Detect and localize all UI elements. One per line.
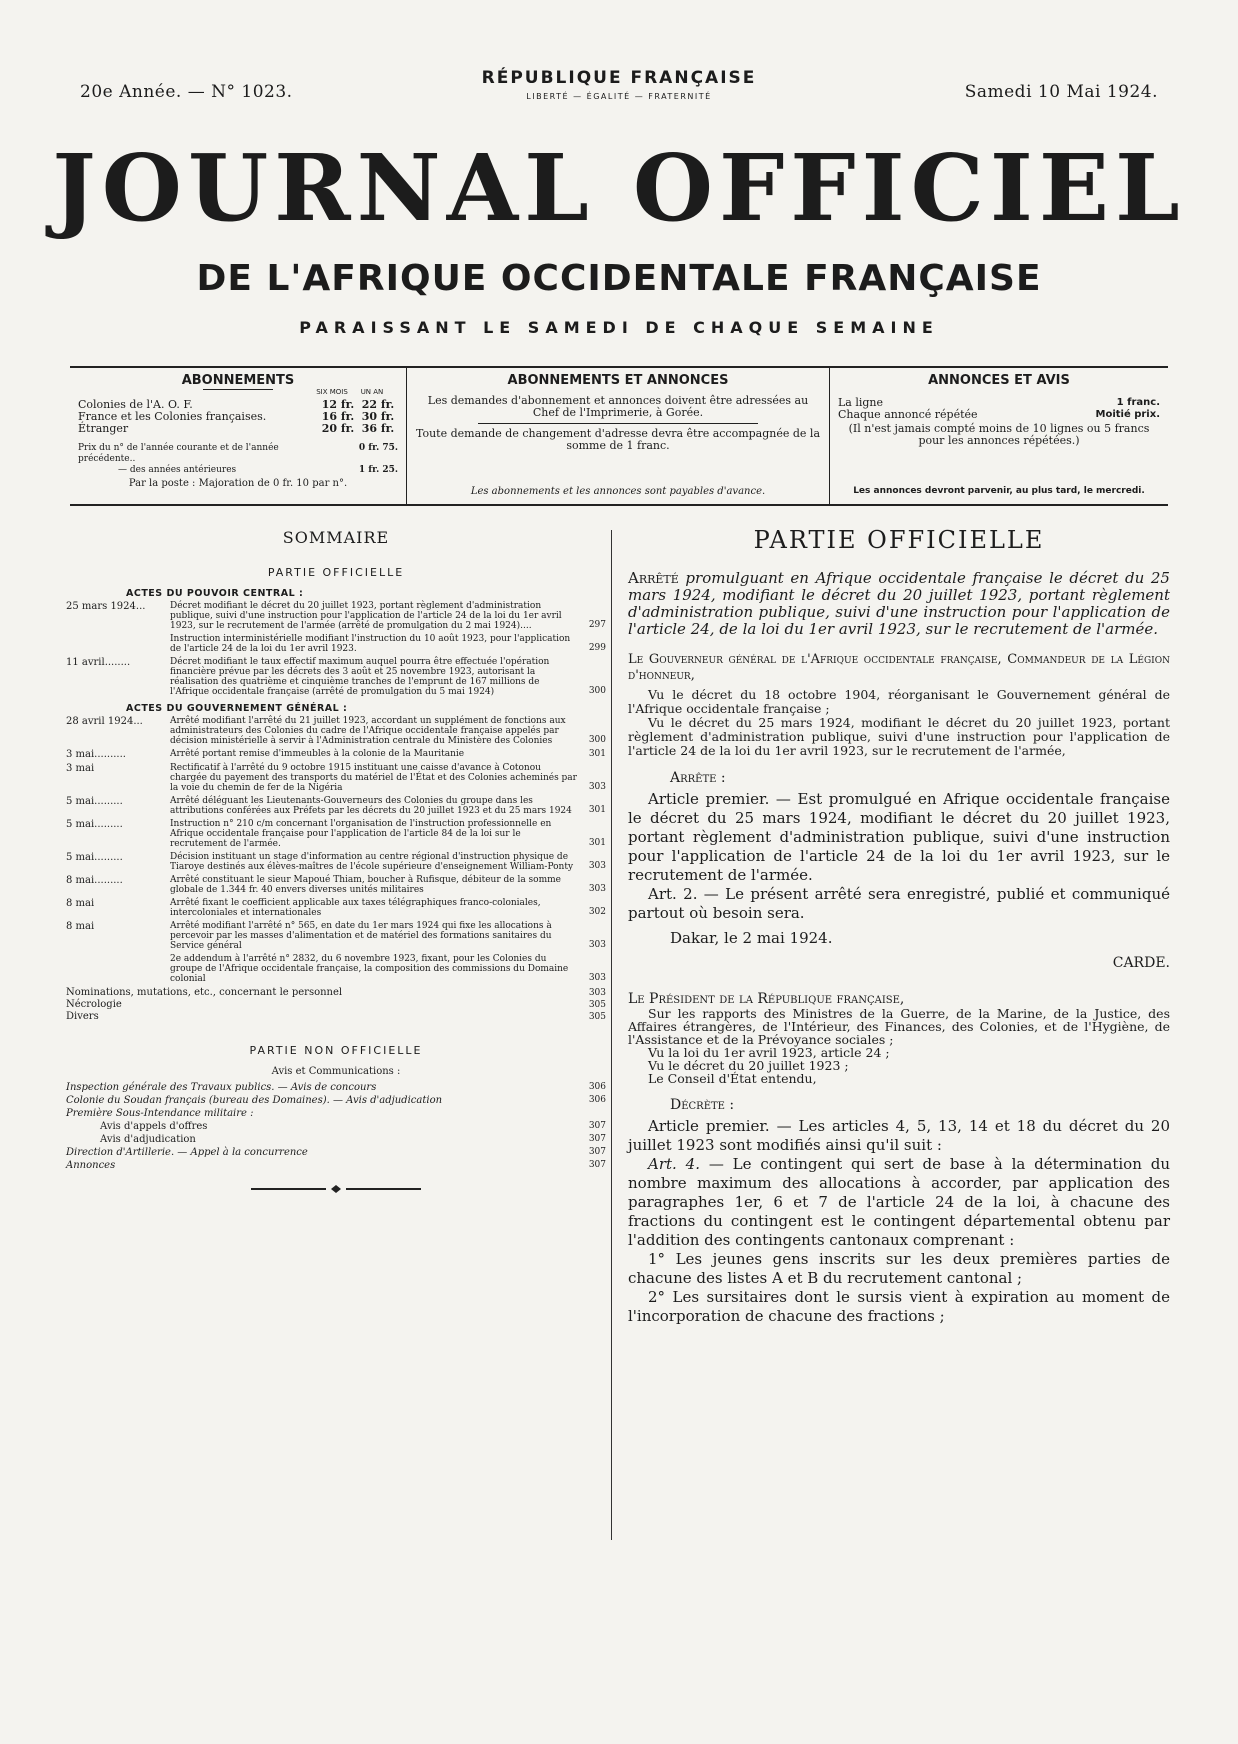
sommaire-entry [66, 749, 606, 760]
decree-article-4-prefix: Art. 4. [648, 1155, 700, 1173]
announces-footer: Les annonces devront parvenir, au plus tard, le mercredi. [853, 486, 1145, 496]
announce-row [838, 409, 1160, 421]
rate-year: 30 fr. [361, 410, 395, 423]
entry-page: 303 [588, 884, 606, 894]
non-official-page: 306 [588, 1095, 606, 1105]
sommaire-entry [66, 875, 606, 895]
entry-date: 8 mai [66, 898, 95, 909]
misc-entries [66, 987, 606, 1023]
entry-text: Arrêté déléguant les Lieutenants-Gouverneurs des Colonies du groupe dans les attributions conférées aux Préfets par les décrets du 20 juillet 1923 et du 25 mars 1924 [170, 796, 572, 816]
entry-date: 3 mai [66, 763, 95, 774]
president-paragraph: Le Conseil d'État entendu, [648, 1071, 817, 1086]
entry-text: Arrêté fixant le coefficient applicable aux taxes télégraphiques franco-coloniales, intercoloniales et internationales [170, 898, 541, 918]
arrete-heading: Arrête : [670, 770, 726, 786]
misc-text: Nominations, mutations, etc., concernant le personnel [66, 987, 343, 998]
entry-text: Décret modifiant le taux effectif maximum auquel pourra être effectuée l'opération financière prévue par les décrets des 3 août et 25 novembre 1923, autorisant la réalisation des quatrième et cinquième tranches de l'emprunt de 167 millions de l'Afrique occidentale française (arrêté de promulgation du 5 mai 1924) [170, 657, 550, 697]
vu-paragraph: Vu le décret du 18 octobre 1904, réorganisant le Gouvernement général de l'Afrique occidentale française ; [628, 687, 1170, 716]
non-official-text: Avis d'adjudication [100, 1134, 196, 1145]
sommaire-entry [66, 898, 606, 918]
decree-item-2: 2° Les sursitaires dont le sursis vient à expiration au moment de l'incorporation de chacune des fractions ; [628, 1288, 1170, 1325]
entry-text: Arrêté modifiant l'arrêté du 21 juillet 1923, accordant un supplément de fonctions aux administrateurs des Colonies du cadre de l'Afrique occidentale française appelés par décision ministérielle à servir à l'Administration centrale du Ministère des Colonies [170, 716, 566, 746]
entry-date: 5 mai......... [66, 796, 123, 807]
sommaire-entry [66, 763, 606, 793]
entry-text: Instruction interministérielle modifiant l'instruction du 10 août 1923, pour l'application de l'article 24 de la loi du 1er avril 1923. [170, 634, 571, 654]
price-old-label: — des années antérieures [118, 465, 237, 475]
entry-page: 300 [588, 735, 606, 745]
col-six-months: SIX MOIS [316, 388, 348, 396]
misc-text: Nécrologie [66, 999, 122, 1010]
rate-year: 22 fr. [361, 398, 395, 411]
rate-year: 36 fr. [361, 422, 395, 435]
misc-entry [66, 999, 606, 1011]
non-official-entry [66, 1133, 606, 1146]
announce-note: (Il n'est jamais compté moins de 10 lignes ou 5 francs pour les annonces répétées.) [848, 422, 1150, 447]
subscriptions-heading: ABONNEMENTS [181, 373, 295, 388]
sommaire-entry [66, 634, 606, 654]
subs-announces-column [406, 368, 830, 504]
decree-article-4 [628, 1155, 1170, 1250]
announce-label: La ligne [838, 396, 884, 409]
president-line: Le Président de la République française, [628, 991, 905, 1007]
entry-date: 8 mai......... [66, 875, 123, 886]
post-note: Par la poste : Majoration de 0 fr. 10 par n°. [128, 478, 348, 489]
price-old-value: 1 fr. 25. [358, 465, 398, 475]
actes-central-heading: ACTES DU POUVOIR CENTRAL : [126, 588, 304, 599]
misc-page: 303 [588, 988, 606, 998]
announce-value: 1 franc. [1116, 397, 1160, 408]
col-one-year: UN AN [360, 388, 384, 396]
republic-name: RÉPUBLIQUE FRANÇAISE [481, 68, 757, 88]
entry-date: 25 mars 1924... [66, 601, 146, 612]
ornament-divider [66, 1184, 606, 1196]
misc-text: Divers [66, 1011, 99, 1022]
journal-subtitle: DE L'AFRIQUE OCCIDENTALE FRANÇAISE [196, 258, 1042, 299]
arrete-intro [628, 570, 1170, 638]
column-divider [611, 530, 612, 1540]
decree-item-1: 1° Les jeunes gens inscrits sur les deux premières parties de chacune des listes A et B du recrutement cantonal ; [628, 1250, 1170, 1287]
sommaire-entry [66, 921, 606, 951]
entry-text: Instruction n° 210 c/m concernant l'organisation de l'instruction professionnelle en Afrique occidentale française pour l'application de l'article 84 de la loi sur le recrutement de l'armée. [170, 819, 552, 849]
non-official-text: Première Sous-Intendance militaire : [66, 1108, 254, 1119]
misc-page: 305 [588, 1012, 606, 1022]
entry-date: 8 mai [66, 921, 95, 932]
price-current-value: 0 fr. 75. [358, 443, 398, 453]
article-2: Art. 2. — Le présent arrêté sera enregistré, publié et communiqué partout où besoin sera. [628, 885, 1170, 922]
governor-line: Le Gouverneur général de l'Afrique occidentale française, Commandeur de la Légion d'honneur, [628, 652, 1170, 683]
partie-officielle-title: PARTIE OFFICIELLE [753, 526, 1045, 554]
announce-value: Moitié prix. [1095, 409, 1160, 420]
sommaire-title: SOMMAIRE [282, 528, 390, 547]
sommaire-entry [66, 819, 606, 849]
non-official-page: 307 [588, 1121, 606, 1131]
sommaire-entry [66, 796, 606, 816]
gouv-entries [66, 716, 606, 984]
president-paragraph: Sur les rapports des Ministres de la Guerre, de la Marine, de la Justice, des Affaires étrangères, de l'Intérieur, des Finances, des Colonies, et de l'Hygiène, de l'Assistance et de la Prévoyance sociales ; [628, 1006, 1170, 1047]
misc-entry [66, 987, 606, 999]
entry-page: 297 [588, 620, 606, 630]
non-official-page: 307 [588, 1134, 606, 1144]
republic-motto: LIBERTÉ — ÉGALITÉ — FRATERNITÉ [526, 92, 712, 101]
non-official-entry [66, 1159, 606, 1172]
rate-label: Colonies de l'A. O. F. [78, 398, 193, 411]
sommaire-column [66, 528, 606, 1196]
sommaire-partie-officielle: PARTIE OFFICIELLE [267, 566, 405, 579]
entry-text: Arrêté constituant le sieur Mapoué Thiam, boucher à Rufisque, débiteur de la somme globale de 1.344 fr. 40 envers diverses unités militaires [170, 875, 561, 895]
entry-date: 28 avril 1924... [66, 716, 143, 727]
non-official-entries [66, 1081, 606, 1172]
announce-label: Chaque annoncé répétée [838, 408, 978, 421]
entry-date: 3 mai.......... [66, 749, 126, 760]
subs-announces-text-2: Toute demande de changement d'adresse devra être accompagnée de la somme de 1 franc. [415, 427, 821, 452]
entry-date [66, 954, 170, 984]
non-official-entry [66, 1094, 606, 1107]
sommaire-entry [66, 657, 606, 697]
entry-page: 300 [588, 686, 606, 696]
decree-article-1: Article premier. — Les articles 4, 5, 13, 14 et 18 du décret du 20 juillet 1923 sont modifiés ainsi qu'il suit : [628, 1117, 1170, 1154]
rate-label: Étranger [78, 422, 129, 435]
entry-page: 301 [588, 749, 606, 759]
misc-entry [66, 1011, 606, 1023]
president-paragraph: Vu le décret du 20 juillet 1923 ; [648, 1058, 849, 1073]
article-1: Article premier. — Est promulgué en Afrique occidentale française le décret du 25 mars 1924, modifiant le décret du 20 juillet 1923, portant règlement d'administration publique, suivi d'une instruction pour l'application de l'article 24 de la loi du 1er avril 1923, sur le recrutement de l'armée. [628, 790, 1170, 884]
masthead-top [80, 64, 1158, 114]
entry-text: 2e addendum à l'arrêté n° 2832, du 6 novembre 1923, fixant, pour les Colonies du groupe de l'Afrique occidentale française, la composition des commissions du Domaine colonial [170, 954, 569, 984]
entry-date: 11 avril........ [66, 657, 131, 668]
entry-text: Arrêté modifiant l'arrêté n° 565, en date du 1er mars 1924 qui fixe les allocations à percevoir par les masses d'alimentation et de matériel des formations sanitaires du Service général [170, 921, 552, 951]
journal-tagline: PARAISSANT LE SAMEDI DE CHAQUE SEMAINE [299, 318, 939, 337]
partie-officielle-column [628, 526, 1170, 1326]
sommaire-entry [66, 601, 606, 631]
actes-gouv-heading: ACTES DU GOUVERNEMENT GÉNÉRAL : [126, 703, 348, 714]
journal-title: JOURNAL OFFICIEL [52, 134, 1186, 242]
entry-page: 303 [588, 782, 606, 792]
entry-text: Arrêté portant remise d'immeubles à la colonie de la Mauritanie [170, 749, 465, 759]
subs-announces-footer: Les abonnements et les annonces sont payables d'avance. [470, 486, 766, 497]
entry-date: 5 mai......... [66, 819, 123, 830]
rate-six: 20 fr. [321, 422, 355, 435]
avis-communications-heading: Avis et Communications : [271, 1066, 401, 1077]
sommaire-entry [66, 716, 606, 746]
non-official-text: Direction d'Artillerie. — Appel à la concurrence [66, 1147, 308, 1158]
decrete-heading: Décrète : [670, 1097, 735, 1113]
non-official-page [584, 1107, 606, 1120]
entry-page: 303 [588, 861, 606, 871]
entry-page: 301 [588, 805, 606, 815]
non-official-text: Inspection générale des Travaux publics. — Avis de concours [66, 1082, 377, 1093]
entry-page: 303 [588, 940, 606, 950]
central-entries [66, 601, 606, 697]
ornament-icon [251, 1184, 421, 1194]
non-official-entry [66, 1081, 606, 1094]
entry-page: 302 [588, 907, 606, 917]
entry-text: Rectificatif à l'arrêté du 9 octobre 1915 instituant une caisse d'avance à Cotonou chargée du payement des transports du matériel de l'État et des Colonies acheminés par la voie du chemin de fer de la Nigéria [170, 763, 577, 793]
non-official-text: Colonie du Soudan français (bureau des Domaines). — Avis d'adjudication [66, 1095, 443, 1106]
rate-label: France et les Colonies françaises. [78, 410, 267, 423]
non-official-page: 306 [588, 1082, 606, 1092]
entry-text: Décret modifiant le décret du 20 juillet 1923, portant règlement d'administration publique, suivi d'une instruction pour l'application de l'article 24 de la loi du 1er avril 1923, sur le recrutement de l'armée (arrêté de promulgation du 2 mai 1924).... [170, 601, 562, 631]
entry-text: Décision instituant un stage d'information au centre régional d'instruction physique de Tiaroye destinés aux élèves-maîtres de l'école supérieure d'enseignement William-Ponty [170, 852, 574, 872]
announces-column [830, 368, 1168, 504]
misc-page: 305 [588, 1000, 606, 1010]
price-current-row [78, 443, 398, 465]
entry-page: 301 [588, 838, 606, 848]
sommaire-entry [66, 852, 606, 872]
subscription-box [70, 366, 1168, 506]
non-official-entry [66, 1120, 606, 1133]
signature: CARDE. [1112, 955, 1170, 971]
subs-announces-text-1: Les demandes d'abonnement et annonces doivent être adressées au Chef de l'Imprimerie, à Gorée. [427, 394, 809, 419]
arrete-intro-prefix: Arrêté [628, 569, 679, 587]
entry-page: 303 [588, 973, 606, 983]
non-official-page: 307 [588, 1160, 606, 1170]
arrete-intro-text: promulguant en Afrique occidentale française le décret du 25 mars 1924, modifiant le décret du 20 juillet 1923, portant règlement d'administration publique, suivi d'une instruction pour l'application de l'article 24, de la loi du 1er avril 1923, sur le recrutement de l'armée. [628, 569, 1170, 638]
sommaire-partie-non-officielle: PARTIE NON OFFICIELLE [249, 1044, 423, 1057]
non-official-text: Annonces [66, 1160, 116, 1171]
subscriptions-column [70, 368, 406, 504]
non-official-text: Avis d'appels d'offres [100, 1121, 208, 1132]
divider [478, 423, 758, 424]
rate-row [78, 423, 398, 435]
subs-announces-heading: ABONNEMENTS ET ANNONCES [507, 373, 729, 388]
place-date: Dakar, le 2 mai 1924. [670, 929, 833, 947]
announces-heading: ANNONCES ET AVIS [928, 373, 1070, 388]
entry-date: 5 mai......... [66, 852, 123, 863]
president-paragraph: Vu la loi du 1er avril 1923, article 24 ; [648, 1045, 890, 1060]
rate-six: 12 fr. [321, 398, 355, 411]
entry-date [66, 634, 170, 654]
price-old-row [78, 465, 398, 476]
rate-six: 16 fr. [321, 410, 355, 423]
vu-paragraph: Vu le décret du 25 mars 1924, modifiant le décret du 20 juillet 1923, portant règlement d'administration publique, suivi d'une instruction pour l'application de l'article 24 de la loi du 1er avril 1923, sur le recrutement de l'armée, [628, 715, 1170, 758]
non-official-entry [66, 1107, 606, 1120]
issue-number: 20e Année. — N° 1023. [80, 82, 293, 102]
price-current-label: Prix du n° de l'année courante et de l'année précédente.. [78, 443, 279, 464]
issue-date: Samedi 10 Mai 1924. [964, 82, 1158, 102]
non-official-page: 307 [588, 1147, 606, 1157]
decree-article-4-text: — Le contingent qui sert de base à la détermination du nombre maximum des allocations à accorder, par application des paragraphes 1er, 6 et 7 de l'article 24 de la loi, à chacune des fractions du contingent est le contingent départemental obtenu par l'addition des contingents cantonaux comprenant : [628, 1155, 1170, 1249]
non-official-entry [66, 1146, 606, 1159]
entry-page: 299 [588, 643, 606, 653]
sommaire-entry [66, 954, 606, 984]
